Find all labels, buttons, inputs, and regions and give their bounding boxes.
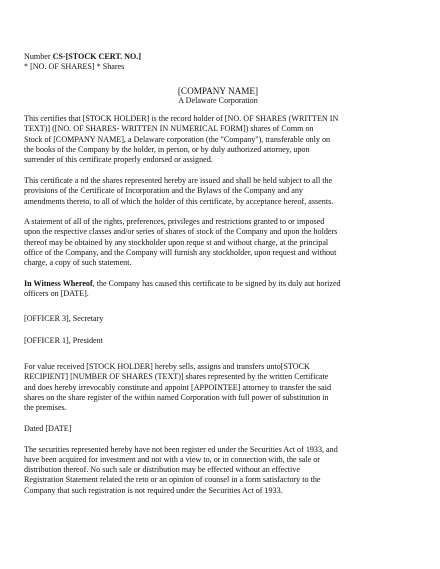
- paragraph-line: provisions of the Certificate of Incorporation and the Bylaws of the Company and any: [24, 186, 303, 196]
- paragraph-line: thereof may be obtained by any stockholder upon reque st and without charge, at the principal: [24, 237, 329, 247]
- paragraph-line: the premises.: [24, 403, 67, 413]
- paragraph-line: have been acquired for investment and not with a view to, or in connection with, the sale or: [24, 454, 321, 464]
- paragraph-line: Company that such registration is not required under the Securities Act of 1933.: [24, 485, 283, 495]
- paragraph-line: RECIPIENT] [NUMBER OF SHARES (TEXT)] shares represented by the written Certificate: [24, 372, 329, 382]
- paragraph-line: upon the respective classes and/or series of shares of stock of the Company and upon the holders: [24, 227, 338, 237]
- paragraph-line: The securities represented hereby have not been register ed under the Securities Act of 1933, and: [24, 444, 338, 454]
- witness-text: , the Company has caused this certificate to be signed by its duly aut horized: [92, 278, 341, 288]
- paragraph-line: office of the Company, and the Company will furnish any stockholder, upon request and without: [24, 248, 337, 258]
- paragraph-line: [24, 279, 412, 289]
- paragraph-line: A statement of all of the rights, preferences, privileges and restrictions granted to or imposed: [24, 217, 325, 227]
- paragraph-line: and does hereby irrevocably constitute and appoint [APPOINTEE] attorney to transfer the said: [24, 382, 332, 392]
- paragraph-witness: [24, 279, 412, 300]
- paragraph-line: Stock of [COMPANY NAME], a Delaware corporation (the "Company"), transferable only on: [24, 134, 331, 144]
- paragraph-provisions: [24, 176, 412, 207]
- certificate-number-line: [24, 52, 412, 62]
- paragraph-line: This certificate a nd the shares represented hereby are issued and shall be held subject to all the: [24, 175, 333, 185]
- paragraph-line: amendments thereto, to all of which the holder of this certificate, by acceptance hereof, assents.: [24, 196, 334, 206]
- paragraph-rights-statement: [24, 217, 412, 268]
- president-signature-line: [OFFICER 1], President: [24, 335, 103, 345]
- paragraph-line: Registration Statement related the reto or an opinion of counsel in a form satisfactory to the: [24, 475, 321, 485]
- paragraph-line: distribution thereof. No such sale or distribution may be effected without an effective: [24, 465, 300, 475]
- paragraph-line: For value received [STOCK HOLDER] hereby sells, assigns and transfers unto[STOCK: [24, 362, 310, 372]
- number-label: Number: [24, 52, 51, 61]
- paragraph-line: TEXT)] ([NO. OF SHARES- WRITTEN IN NUMERICAL FORM]) shares of Comm on: [24, 124, 314, 134]
- paragraph-line: shares on the share register of the within named Corporation with full power of substitution in: [24, 393, 329, 403]
- paragraph-securities-act: [24, 445, 412, 496]
- certificate-number: CS-[STOCK CERT. NO.]: [52, 52, 142, 61]
- company-subtitle: A Delaware Corporation: [178, 95, 258, 105]
- paragraph-line: charge, a copy of such statement.: [24, 258, 132, 268]
- witness-heading: In Witness Whereof: [24, 278, 93, 288]
- dated-line: Dated [DATE]: [24, 423, 72, 433]
- paragraph-line: This certifies that [STOCK HOLDER] is the record holder of [NO. OF SHARES (WRITTEN IN: [24, 114, 339, 124]
- secretary-signature-line: [OFFICER 3], Secretary: [24, 313, 104, 323]
- paragraph-record-holder: [24, 114, 412, 165]
- certificate-content: [24, 52, 412, 496]
- paragraph-line: the books of the Company by the holder, in person, or by duly authorized attorney, upon: [24, 145, 310, 155]
- company-name-heading: [COMPANY NAME]: [177, 85, 259, 96]
- paragraph-line: officers on [DATE].: [24, 289, 89, 299]
- paragraph-line: surrender of this certificate properly endorsed or assigned.: [24, 155, 213, 165]
- shares-line: * [NO. OF SHARES] * Shares: [24, 62, 125, 72]
- paragraph-transfer: [24, 362, 412, 413]
